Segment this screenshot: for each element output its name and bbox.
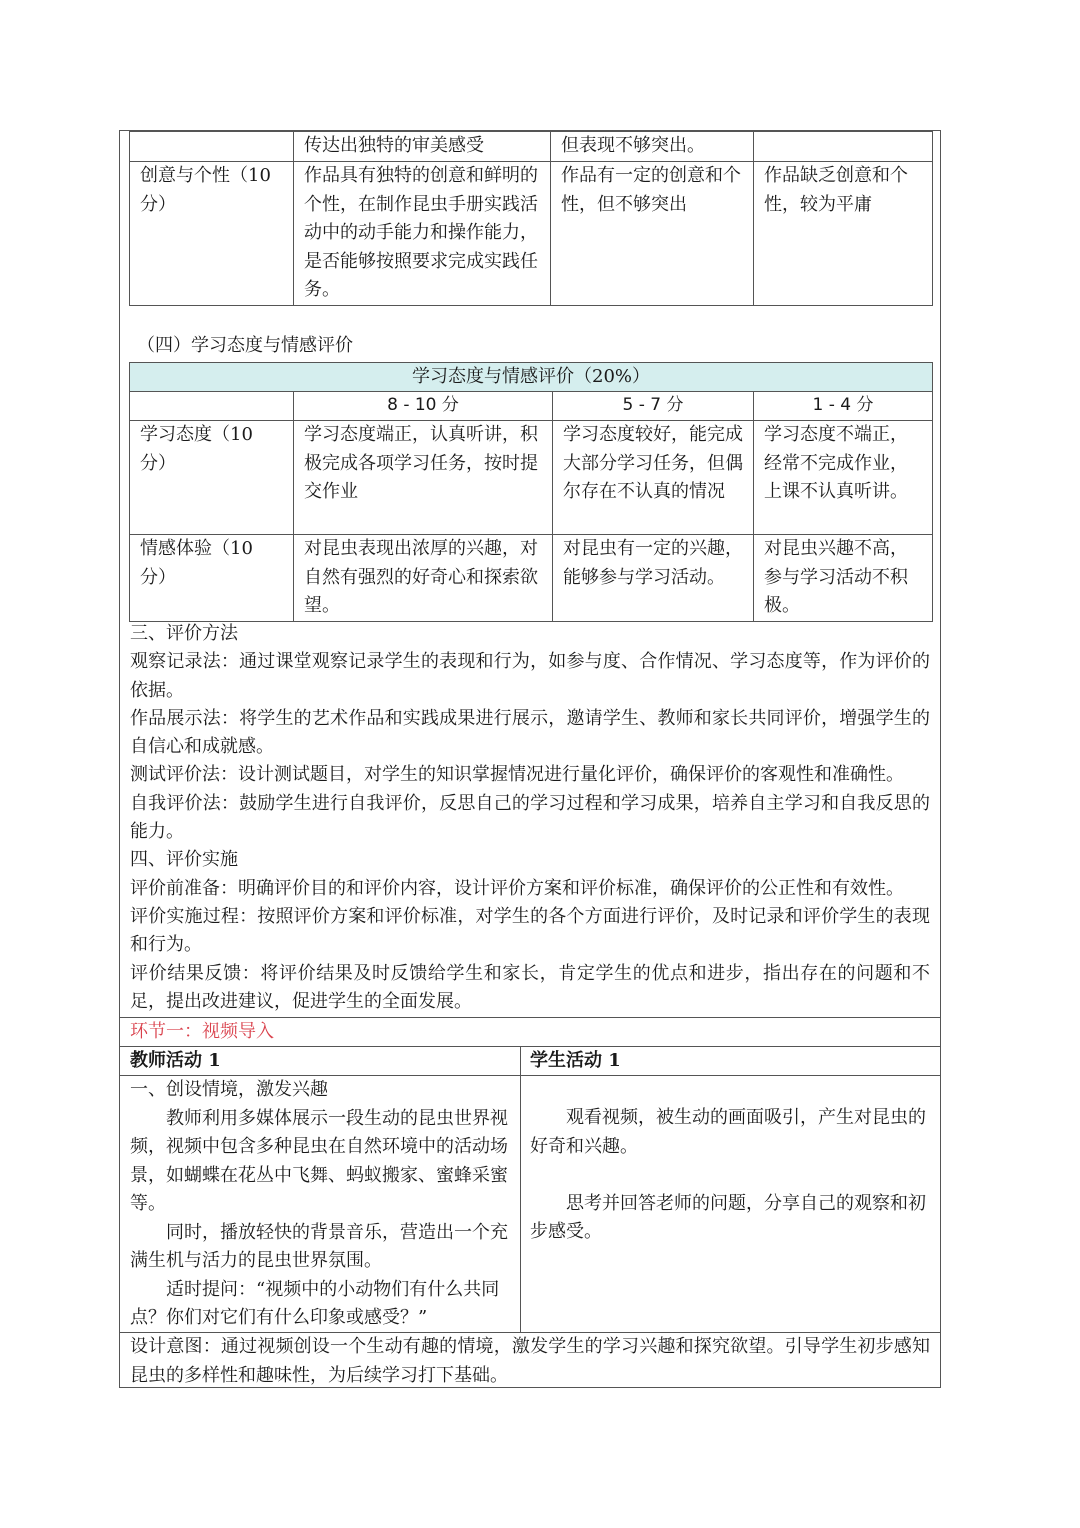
paragraph: 自我评价法：鼓励学生进行自我评价，反思自己的学习过程和学习成果，培养自主学习和自我反思的能力。 xyxy=(130,792,930,843)
paragraph: 评价前准备：明确评价目的和评价内容，设计评价方案和评价标准，确保评价的公正性和有效性。 xyxy=(130,877,904,899)
paragraph: 教师利用多媒体展示一段生动的昆虫世界视频，视频中包含多种昆虫在自然环境中的活动场景，如蝴蝶在花丛中飞舞、蚂蚁搬家、蜜蜂采蜜等。 xyxy=(130,1107,508,1214)
student-activity-header: 学生活动 1 xyxy=(530,1050,621,1071)
spacer xyxy=(530,1161,932,1190)
table-header-row xyxy=(130,363,933,392)
table-cell: 对昆虫表现出浓厚的兴趣，对自然有强烈的好奇心和探索欲望。 xyxy=(294,535,553,622)
teacher-activity xyxy=(130,1076,510,1333)
paragraph: 思考并回答老师的问题，分享自己的观察和初步感受。 xyxy=(530,1192,926,1242)
table-row xyxy=(130,162,933,306)
table-cell: 作品缺乏创意和个性，较为平庸 xyxy=(754,162,933,306)
section-heading: 四、评价实施 xyxy=(130,849,238,871)
table-cell: 学习态度端正，认真听讲，积极完成各项学习任务，按时提交作业 xyxy=(294,421,553,535)
design-intent: 设计意图：通过视频创设一个生动有趣的情境，激发学生的学习兴趣和探究欲望。引导学生初步感知昆虫的多样性和趣味性，为后续学习打下基础。 xyxy=(130,1336,930,1386)
table-cell: 传达出独特的审美感受 xyxy=(294,132,551,162)
activity-heading: 一、创设情境，激发兴趣 xyxy=(130,1079,328,1100)
paragraph: 测试评价法：设计测试题目，对学生的知识掌握情况进行量化评价，确保评价的客观性和准确性。 xyxy=(130,764,904,786)
criterion-label: 情感体验（10 分） xyxy=(130,535,294,622)
paragraph: 观察记录法：通过课堂观察记录学生的表现和行为，如参与度、合作情况、学习态度等，作为评价的依据。 xyxy=(130,651,930,701)
paragraph: 同时，播放轻快的背景音乐，营造出一个充满生机与活力的昆虫世界氛围。 xyxy=(130,1221,508,1271)
paragraph: 评价结果反馈：将评价结果及时反馈给学生和家长，肯定学生的优点和进步，指出存在的问题和不足，提出改进建议，促进学生的全面发展。 xyxy=(130,962,930,1012)
table-cell: 对昆虫有一定的兴趣，能够参与学习活动。 xyxy=(553,535,754,622)
paragraph: 评价实施过程：按照评价方案和评价标准，对学生的各个方面进行评价，及时记录和评价学生的表现和行为。 xyxy=(130,905,930,956)
score-range: 8 - 10 分 xyxy=(294,392,553,421)
table-cell xyxy=(754,132,933,162)
table-cell: 学习态度不端正，经常不完成作业，上课不认真听讲。 xyxy=(754,421,933,535)
paragraph: 适时提问：“视频中的小动物们有什么共同点？你们对它们有什么印象或感受？” xyxy=(130,1278,500,1328)
section-heading: 三、评价方法 xyxy=(130,623,238,644)
table-row xyxy=(130,421,933,535)
table-cell: 学习态度较好，能完成大部分学习任务，但偶尔存在不认真的情况 xyxy=(553,421,754,535)
table-cell xyxy=(130,132,294,162)
score-range: 1 - 4 分 xyxy=(754,392,933,421)
table-cell: 作品具有独特的创意和鲜明的个性，在制作昆虫手册实践活动中的动手能力和操作能力，是否能够按照要求完成实践任务。 xyxy=(294,162,551,306)
table-row xyxy=(130,535,933,622)
score-range: 5 - 7 分 xyxy=(553,392,754,421)
section-heading: （四）学习态度与情感评价 xyxy=(137,335,353,356)
attitude-table xyxy=(129,362,933,622)
criterion-label: 创意与个性（10分） xyxy=(130,162,294,306)
table-cell: 对昆虫兴趣不高，参与学习活动不积极。 xyxy=(754,535,933,622)
criterion-label: 学习态度（10 分） xyxy=(130,421,294,535)
table-row xyxy=(130,132,933,162)
table-cell xyxy=(130,392,294,421)
teacher-activity-header: 教师活动 1 xyxy=(130,1050,221,1071)
paragraph: 观看视频，被生动的画面吸引，产生对昆虫的好奇和兴趣。 xyxy=(530,1107,926,1157)
creativity-table xyxy=(129,131,933,306)
table-row xyxy=(130,392,933,421)
segment-title: 环节一：视频导入 xyxy=(130,1021,274,1042)
table-cell: 但表现不够突出。 xyxy=(551,132,754,162)
table-title: 学习态度与情感评价（20%） xyxy=(130,363,933,392)
paragraph: 作品展示法：将学生的艺术作品和实践成果进行展示，邀请学生、教师和家长共同评价，增强学生的自信心和成就感。 xyxy=(130,707,930,758)
column-divider xyxy=(520,1046,521,1332)
student-activity xyxy=(530,1104,932,1247)
evaluation-text xyxy=(130,620,930,1016)
table-cell: 作品有一定的创意和个性，但不够突出 xyxy=(551,162,754,306)
